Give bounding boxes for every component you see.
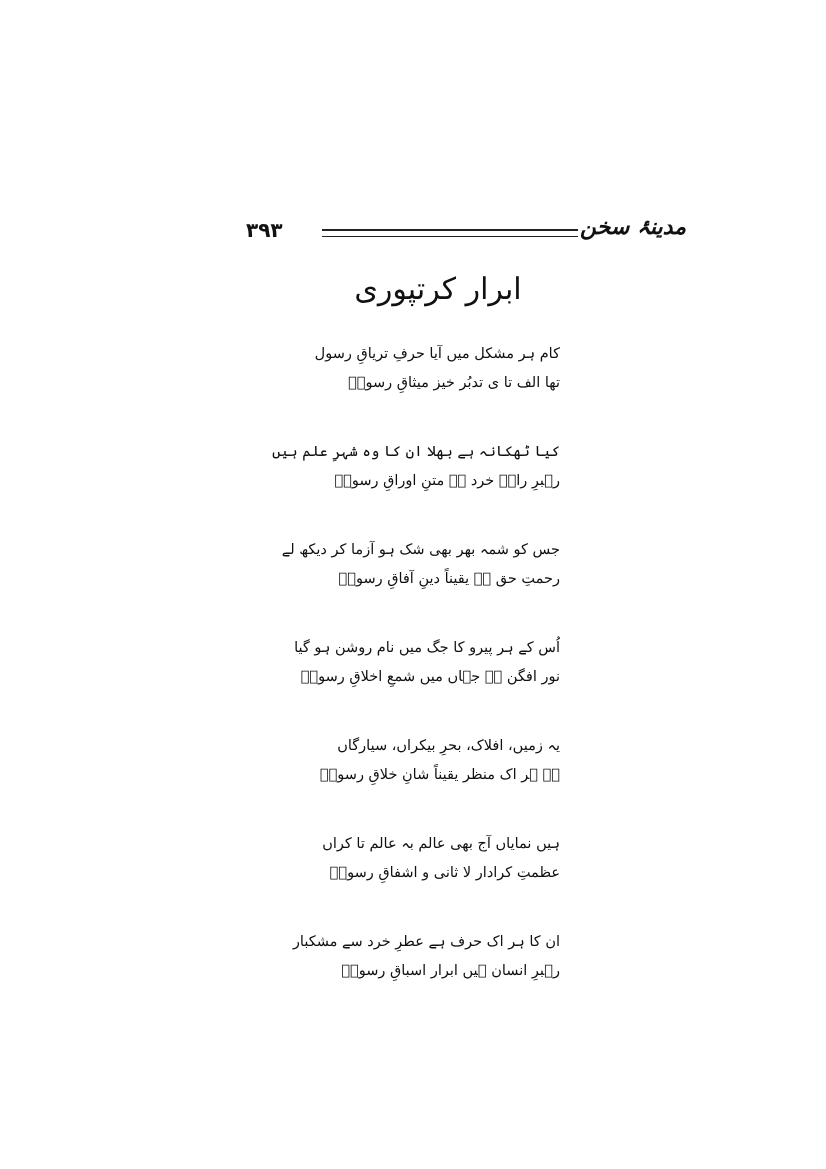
verse-line: یہ زمیں، افلاک، بحرِ بیکراں، سیارگاں: [337, 738, 560, 754]
poem: [272, 340, 560, 1026]
couplet: [292, 928, 560, 1026]
couplet: [314, 340, 560, 438]
verse-line: کام ہر مشکل میں آیا حرفِ تریاقِ رسول: [314, 346, 560, 362]
couplet: [319, 732, 560, 830]
header-rule: [322, 229, 578, 237]
couplet: [294, 634, 560, 732]
poet-name: ابرار کرتپوری: [354, 272, 522, 307]
verse-line: رہبرِ انسان ہیں ابرار اسباقِ رسولؐ: [341, 963, 560, 979]
couplet: [272, 438, 560, 536]
verse-line: ہیں نمایاں آج بھی عالم بہ عالم تا کراں: [322, 836, 560, 852]
verse-line: نور افگن ہے جہاں میں شمعِ اخلاقِ رسولؐ: [300, 669, 560, 685]
verse-line: جس کو شمہ بھر بھی شک ہو آزما کر دیکھ لے: [281, 542, 560, 558]
couplet: [322, 830, 560, 928]
couplet: [281, 536, 560, 634]
page-number: ۳۹۳: [246, 218, 283, 242]
verse-line: تھا الف تا ی تدبُر خیز میثاقِ رسولؐ: [348, 375, 560, 391]
verse-line: ہے ہر اک منظر یقیناً شانِ خلاقِ رسولؐ: [319, 767, 560, 783]
verse-line: ان کا ہر اک حرف ہے عطرِ خرد سے مشکبار: [292, 934, 560, 950]
verse-line: کیا ٹھکانہ ہے بھلا ان کا وہ شہرِ علم ہیں: [272, 444, 560, 460]
verse-line: عظمتِ کرادار لا ثانی و اشفاقِ رسولؐ: [329, 865, 560, 881]
verse-line: رحمتِ حق ہے یقیناً دینِ آفاقِ رسولؐ: [338, 571, 560, 587]
verse-line: اُس کے ہر پیرو کا جگ میں نام روشن ہو گیا: [294, 640, 560, 656]
verse-line: رہبرِ راہِ خرد ہے متنِ اوراقِ رسولؐ: [334, 473, 560, 489]
book-title: مدینۂ سخن: [579, 214, 686, 240]
